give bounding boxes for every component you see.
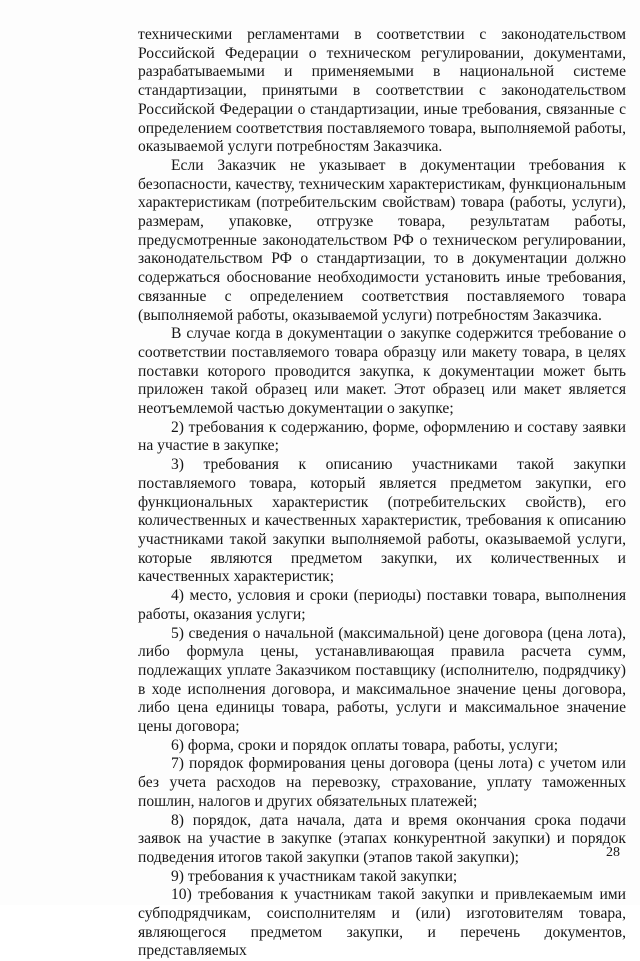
list-item-6: 6) форма, сроки и порядок оплаты товара, работы, услуги;: [171, 736, 559, 754]
list-item-4: 4) место, условия и сроки (периоды) поставки товара, выполнения работы, оказания услуги;: [138, 587, 626, 623]
list-item-2: 2) требования к содержанию, форме, оформлению и составу заявки на участие в закупке;: [138, 418, 626, 455]
document-body: [138, 26, 626, 961]
page-number: 28: [606, 845, 620, 860]
list-item-7: 7) порядок формирования цены договора (цены лота) с учетом или без учета расходов на перевозку, страхование, уплату таможенных пошлин, налогов и других обязательных платежей;: [138, 755, 626, 810]
list-item-9: 9) требования к участникам такой закупки;: [171, 867, 458, 885]
paragraph-requirements-justification: Если Заказчик не указывает в документации требования к безопасности, качеству, техническим характеристикам, функциональным характеристикам (потребительским свойствам) товара (работы, услуги), размерам, упаковке, отгрузке товара, результатам работы, предусмотренные законодательством РФ о техническом регулировании, законодательством РФ о стандартизации, то в документации должно содержаться обоснование необходимости установить иные требования, связанные с определением соответствия поставляемого товара (выполняемой работы, оказываемой услуги) потребностям Заказчика.: [138, 156, 626, 324]
list-item-10: 10) требования к участникам такой закупки и привлекаемым ими субподрядчикам, соисполнителям и (или) изготовителям товара, являющегося предметом закупки, и перечень документов, представляемых: [138, 886, 626, 960]
list-item-8: 8) порядок, дата начала, дата и время окончания срока подачи заявок на участие в закупке (этапах конкурентной закупки) и порядок подведения итогов такой закупки (этапов такой закупки);: [138, 811, 626, 866]
list-item-3: 3) требования к описанию участниками такой закупки поставляемого товара, который является предметом закупки, его функциональных характеристик (потребительских свойств), его количественных и качественных характеристик, требования к описанию участниками такой закупки выполняемой работы, оказываемой услуги, которые являются предметом закупки, их количественных и качественных характеристик;: [138, 456, 626, 586]
paragraph-sample-or-mockup: В случае когда в документации о закупке содержится требование о соответствии поставляемого товара образцу или макету товара, в целях поставки которого проводится закупка, к документации может быть приложен такой образец или макет. Этот образец или макет является неотъемлемой частью документации о закупке;: [138, 325, 626, 418]
list-item-5: 5) сведения о начальной (максимальной) цене договора (цена лота), либо формула цены, устанавливающая правила расчета сумм, подлежащих уплате Заказчиком поставщику (исполнителю, подрядчику) в ходе исполнения договора, и максимальное значение цены договора, либо цена единицы товара, работы, услуги и максимальное значение цены договора;: [138, 624, 626, 736]
paragraph-continuation: техническими регламентами в соответствии с законодательством Российской Федерации о техническом регулировании, документами, разрабатываемыми и применяемыми в национальной системе стандартизации, принятыми в соответствии с законодательством Российской Федерации о стандартизации, иные требования, связанные с определением соответствия поставляемого товара, выполняемой работы, оказываемой услуги потребностям Заказчика.: [138, 26, 626, 156]
